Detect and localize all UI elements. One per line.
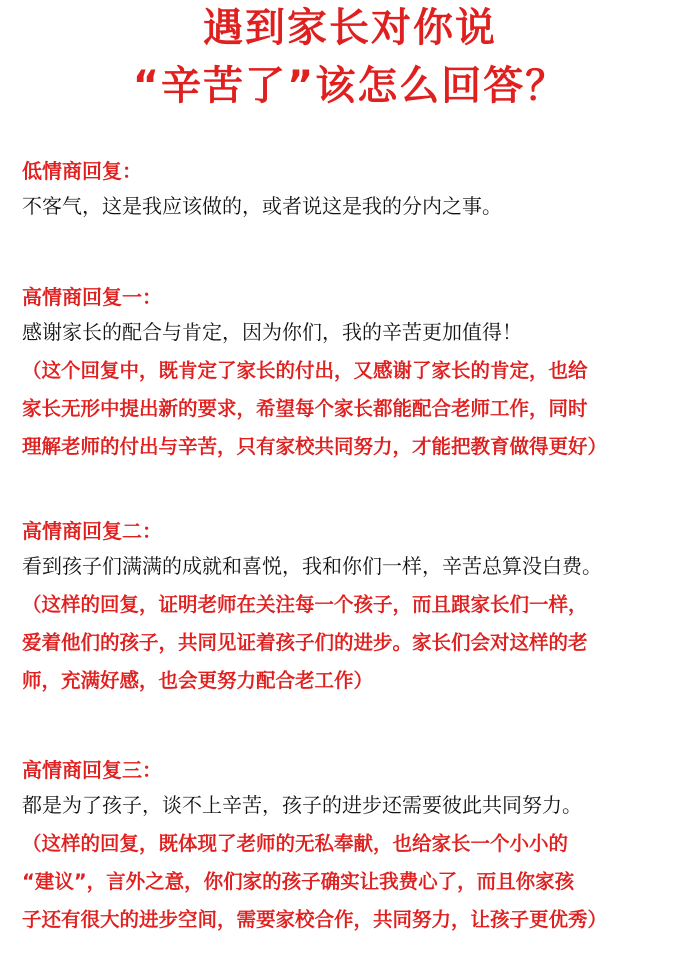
section-high-eq-reply-2 bbox=[22, 518, 682, 700]
section-explanation-note bbox=[22, 586, 682, 700]
section-low-eq-reply bbox=[22, 158, 682, 220]
section-heading: 高情商回复二： bbox=[22, 519, 162, 543]
section-reply-text: 感谢家长的配合与肯定，因为你们，我的辛苦更加值得！ bbox=[22, 320, 522, 344]
page-title-line-2: “辛苦了”该怎么回答？ bbox=[132, 63, 568, 109]
note-line: 爱着他们的孩子，共同见证着孩子们的进步。家长们会对这样的老 bbox=[22, 631, 588, 654]
section-reply-text: 看到孩子们满满的成就和喜悦，我和你们一样，辛苦总算没白费。 bbox=[22, 554, 602, 578]
note-line: （这样的回复，既体现了老师的无私奉献，也给家长一个小小的 bbox=[22, 832, 569, 855]
note-line: （这个回复中，既肯定了家长的付出，又感谢了家长的肯定，也给 bbox=[22, 359, 588, 382]
page-title-line-1: 遇到家长对你说 bbox=[203, 5, 497, 51]
note-line: 师，充满好感，也会更努力配合老工作） bbox=[22, 669, 374, 692]
note-line: “建议”，言外之意，你们家的孩子确实让我费心了，而且你家孩 bbox=[22, 870, 575, 893]
section-heading: 低情商回复： bbox=[22, 159, 142, 183]
section-reply-text: 都是为了孩子，谈不上辛苦，孩子的进步还需要彼此共同努力。 bbox=[22, 793, 582, 817]
section-explanation-note bbox=[22, 352, 682, 466]
section-heading: 高情商回复一： bbox=[22, 285, 162, 309]
note-line: 家长无形中提出新的要求，希望每个家长都能配合老师工作，同时 bbox=[22, 397, 588, 420]
section-explanation-note bbox=[22, 825, 682, 939]
note-line: （这样的回复，证明老师在关注每一个孩子，而且跟家长们一样， bbox=[22, 593, 588, 616]
section-high-eq-reply-3 bbox=[22, 757, 682, 939]
section-reply-text: 不客气，这是我应该做的，或者说这是我的分内之事。 bbox=[22, 194, 502, 218]
section-high-eq-reply-1 bbox=[22, 284, 682, 466]
note-line: 理解老师的付出与辛苦，只有家校共同努力，才能把教育做得更好） bbox=[22, 435, 608, 458]
section-heading: 高情商回复三： bbox=[22, 758, 162, 782]
note-line: 子还有很大的进步空间，需要家校合作，共同努力，让孩子更优秀） bbox=[22, 908, 608, 931]
